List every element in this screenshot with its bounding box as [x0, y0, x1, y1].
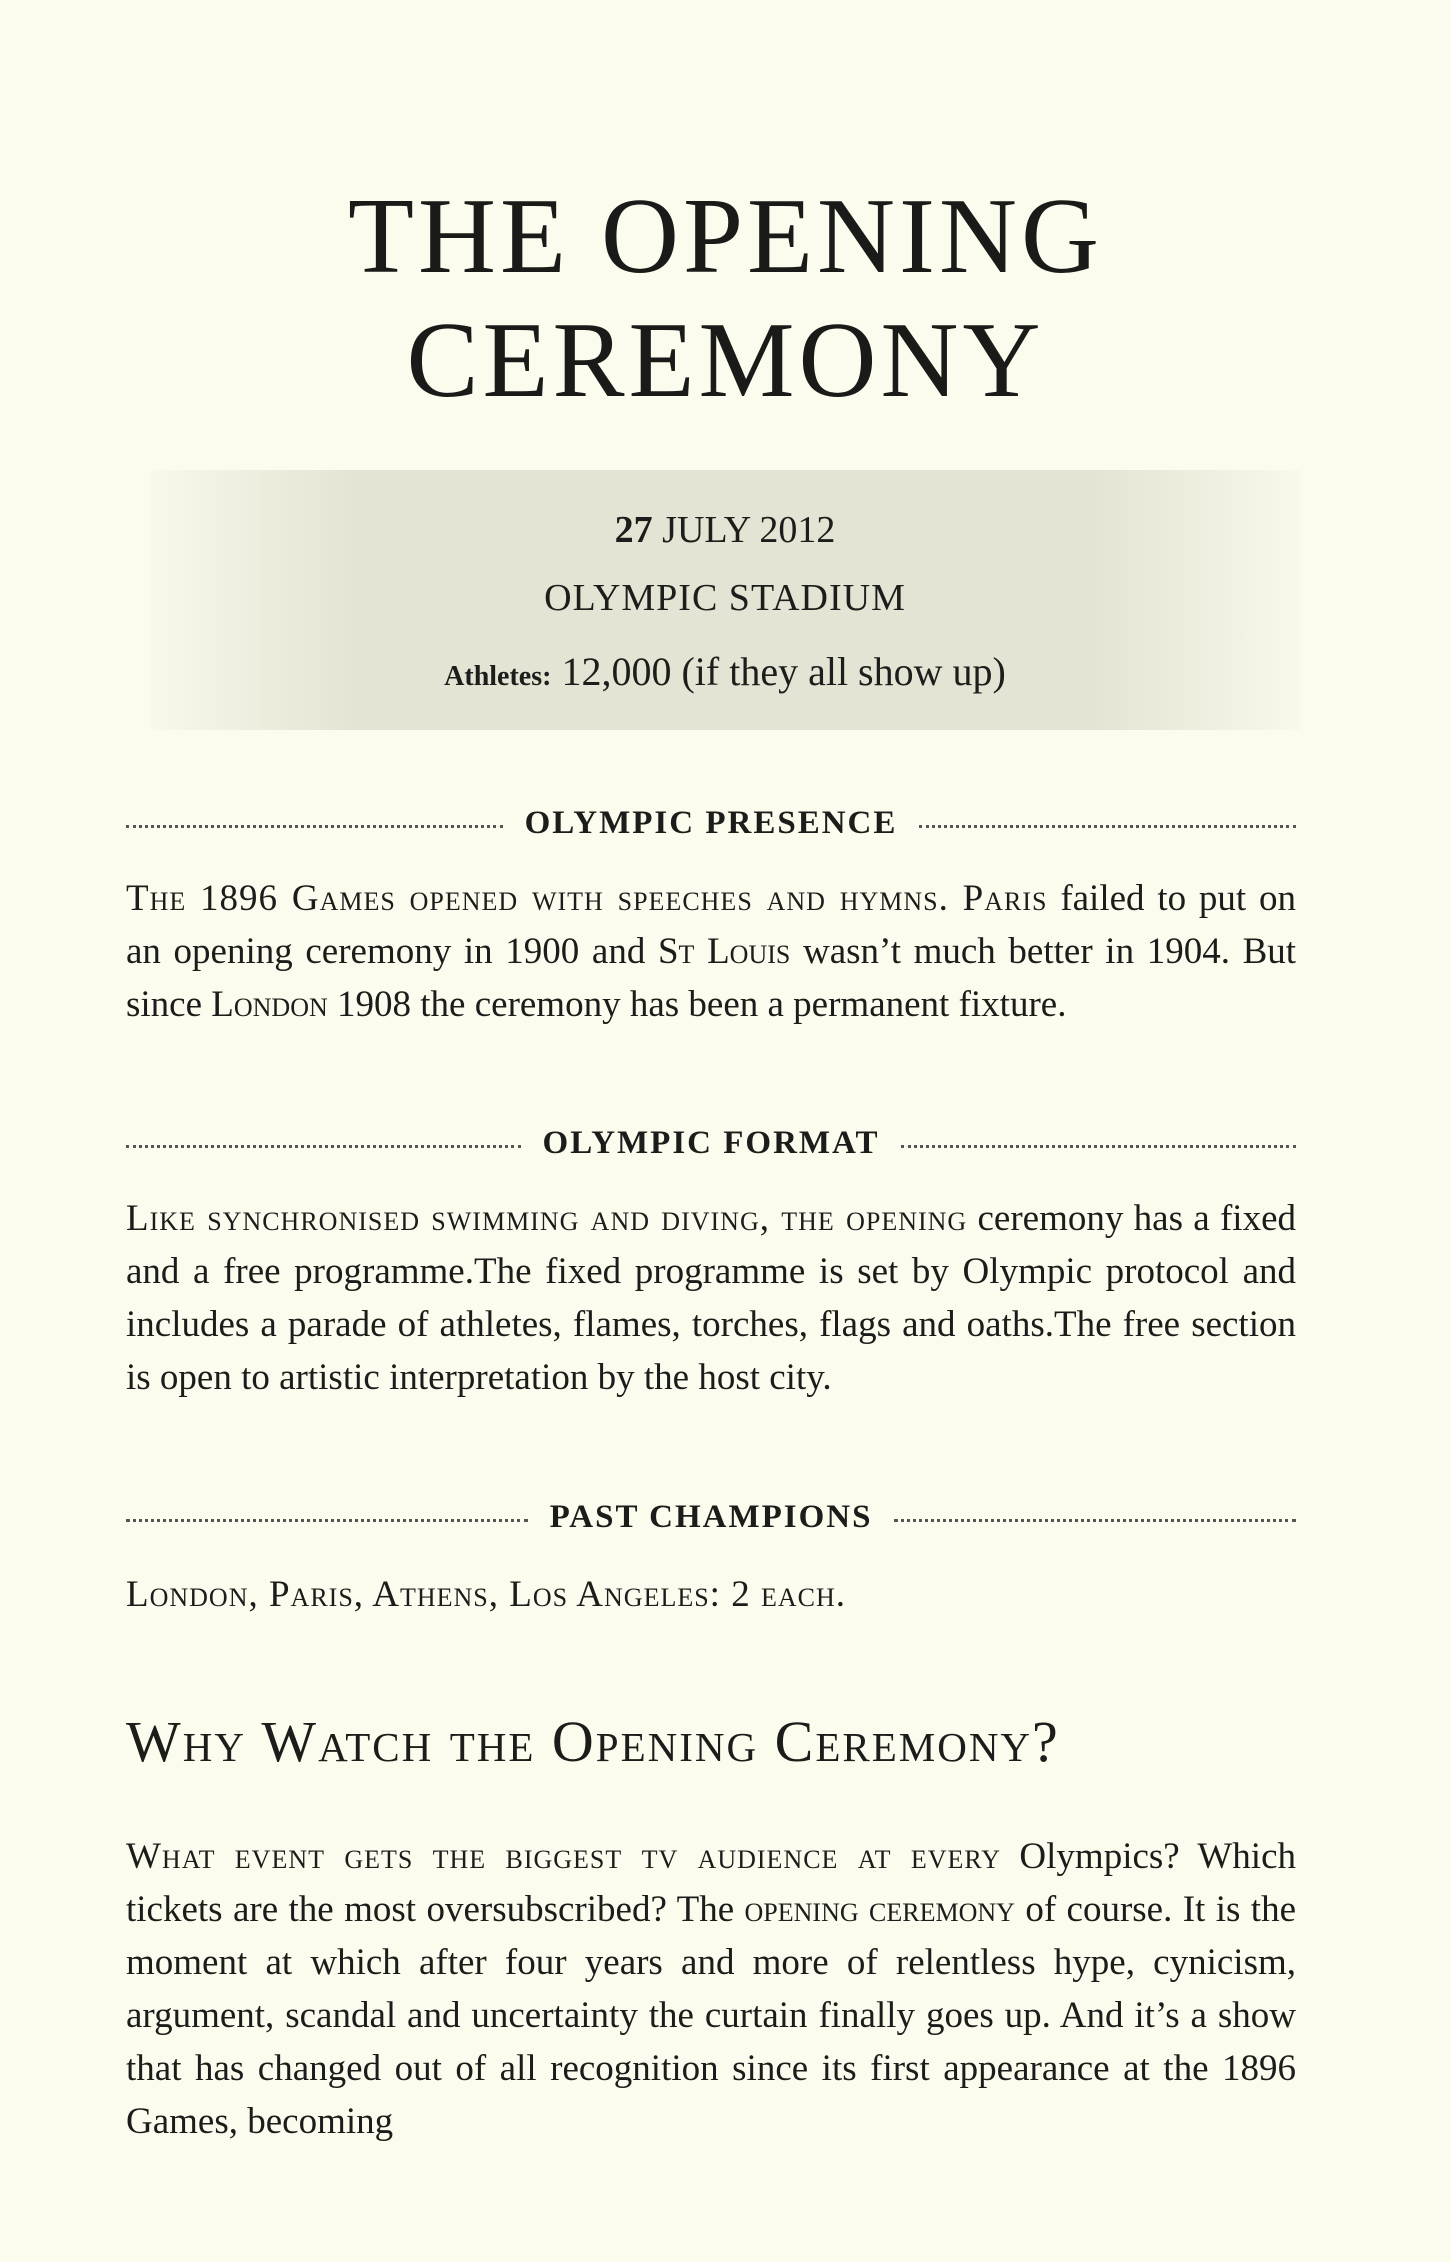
event-info-box — [150, 470, 1300, 730]
event-date — [150, 508, 1300, 552]
section-label-presence: OLYMPIC PRESENCE — [524, 804, 898, 841]
paragraph-presence — [126, 872, 1296, 1031]
why-lead: What event gets the biggest tv audience at every — [126, 1836, 1002, 1877]
section-heading-champions — [126, 1492, 1296, 1542]
why-opening-ceremony: opening ceremony — [744, 1889, 1015, 1930]
presence-text-3: 1908 the ceremony has been a permanent fixture. — [337, 984, 1067, 1025]
paragraph-champions — [126, 1568, 1296, 1621]
page-title — [0, 175, 1451, 423]
presence-st-louis: St Louis — [657, 931, 791, 972]
dotted-rule-left — [126, 1519, 528, 1522]
dotted-rule-right — [894, 1519, 1296, 1522]
format-text: ceremony has a fixed and a free programme.The fixed programme is set by Olympic protocol and includes a parade of athletes, flames, torches, flags and oaths.The free section is open to artistic interpretation by the host city. — [126, 1198, 1296, 1398]
dotted-rule-right — [901, 1145, 1296, 1148]
title-line-1: THE OPENING — [348, 177, 1103, 296]
athletes-value: 12,000 (if they all show up) — [561, 649, 1006, 694]
section-label-format: OLYMPIC FORMAT — [542, 1124, 880, 1161]
paragraph-format — [126, 1192, 1296, 1404]
section-label-champions: PAST CHAMPIONS — [549, 1498, 873, 1535]
dotted-rule-left — [126, 825, 503, 828]
dotted-rule-left — [126, 1145, 521, 1148]
format-lead: Like synchronised swimming and diving, the opening — [126, 1198, 968, 1239]
event-venue: OLYMPIC STADIUM — [544, 577, 906, 619]
presence-lead: The 1896 Games opened with speeches and hymns. Paris — [126, 878, 1048, 919]
presence-text: failed to put on an opening ceremony in 1900 and — [126, 878, 1297, 972]
title-line-2: CEREMONY — [406, 301, 1045, 420]
athletes-label: Athletes: — [444, 661, 552, 692]
why-text-1: Olympics? Which tickets are the most oversubscribed? The — [126, 1836, 1297, 1930]
presence-london: London — [211, 984, 328, 1025]
paragraph-why-watch — [126, 1830, 1296, 2148]
dotted-rule-right — [919, 825, 1296, 828]
section-heading-presence — [126, 798, 1296, 848]
section-heading-format — [126, 1118, 1296, 1168]
why-text-2: of course. It is the moment at which after four years and more of relentless hype, cynicism, argument, scandal and uncertainty the curtain finally goes up. And it’s a show that has changed out of all recognition since its first appearance at the 1896 Games, becoming — [126, 1889, 1296, 2142]
champions-text: London, Paris, Athens, Los Angeles: 2 each. — [126, 1574, 846, 1615]
section-heading-why-watch: Why Watch the Opening Ceremony? — [126, 1709, 1060, 1774]
presence-text-2: wasn’t much better in 1904. But since — [126, 931, 1297, 1025]
event-athletes — [150, 648, 1300, 695]
event-date-month-year: JULY 2012 — [662, 509, 836, 551]
event-date-day: 27 — [614, 509, 653, 551]
